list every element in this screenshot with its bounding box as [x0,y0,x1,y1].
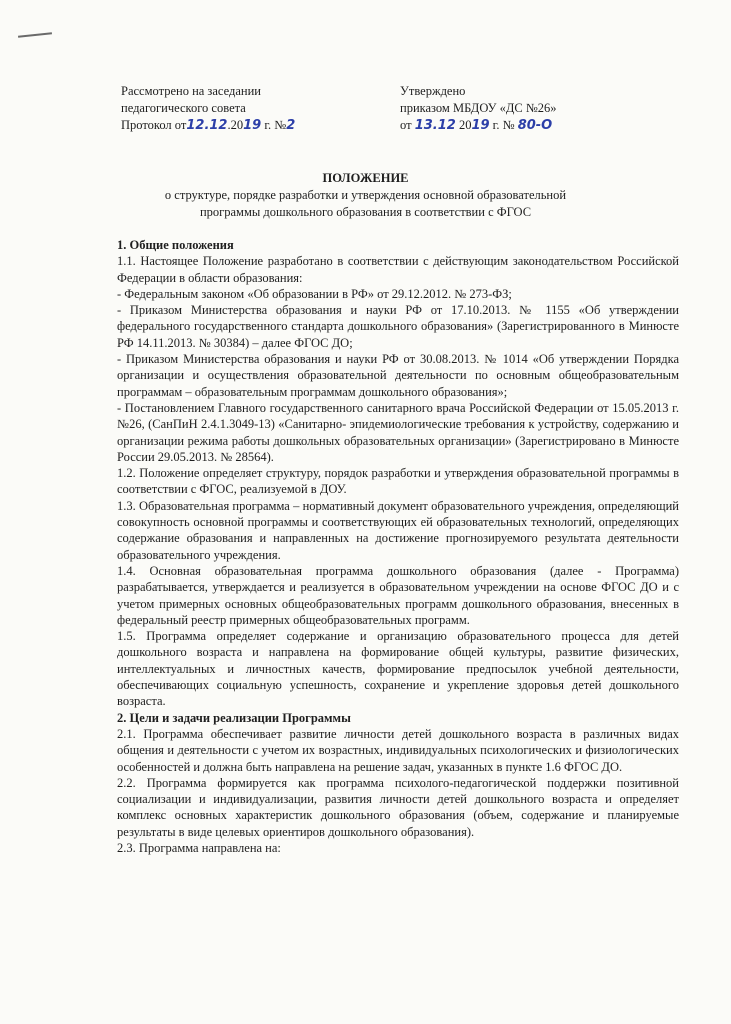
document-subtitle-line-1: о структуре, порядке разработки и утверждения основной образовательной [164,188,567,202]
protocol-num-prefix: г. № [261,118,287,132]
approval-order-block [400,83,557,134]
order-date-handwritten: 13.12 [414,118,456,133]
order-line-1: Утверждено [400,84,466,98]
paragraph: 1.2. Положение определяет структуру, порядок разработки и утверждения образовательной программы в соответствии с ФГОС, реализуемой в ДОУ. [117,466,679,497]
paragraph: 1.3. Образовательная программа – нормативный документ образовательного учреждения, определяющий совокупность основной программы и соответствующих ей образовательных технологий, определяющих содержание образования и направленных на достижение прогнозируемого результата деятельности образовательного учреждения. [117,498,679,562]
paragraph: - Постановлением Главного государственного санитарного врача Российской Федерации от 15.05.2013 г. №26, (СанПиН 2.4.1.3049-13) «Санитарно- эпидемиологические требования к устройству, содержанию и организации режима работы дошкольных образовательных организации» (Зарегистрировано в Минюсте России 29.05.2013. № 28564). [117,400,679,464]
order-date-line [400,117,557,134]
protocol-line [121,117,295,134]
document-body [117,237,679,856]
paragraph: 2.1. Программа обеспечивает развитие личности детей дошкольного возраста в различных видах общения и деятельности с учетом их возрастных, индивидуальных психологических и физиологических особенностей и должна быть направлена на решение задач, указанных в пункте 1.6 ФГОС ДО. [117,726,679,774]
protocol-day-handwritten: 12.12 [186,118,228,133]
order-year-prefix: 20 [455,118,472,132]
paragraph: - Приказом Министерства образования и науки РФ от 30.08.2013. № 1014 «Об утверждении Порядка организации и осуществления образовательной деятельности по основным общеобразовательным программам – образовательным программам дошкольного образования»; [117,352,679,399]
order-line-2: приказом МБДОУ «ДС №26» [400,101,557,115]
section-heading: 2. Цели и задачи реализации Программы [117,710,351,725]
protocol-year-handwritten: 19 [243,118,262,133]
order-from-prefix: от [400,118,412,132]
order-num-handwritten: 80-О [517,118,553,133]
council-line-2: педагогического совета [121,101,246,115]
document-subtitle-line-2: программы дошкольного образования в соответствии с ФГОС [199,205,532,219]
section-heading: 1. Общие положения [117,238,234,252]
pen-mark [18,32,52,38]
paragraph: - Приказом Министерства образования и науки РФ от 17.10.2013. № 1155 «Об утверждении федерального государственного стандарта дошкольного образования» (Зарегистрированного в Минюсте РФ 14.11.2013. № 30384) – далее ФГОС ДО; [117,303,679,350]
paragraph: 1.1. Настоящее Положение разработано в соответствии с действующим законодательством Российской Федерации в области образования: [117,254,679,285]
protocol-mid: .20 [227,118,244,132]
document-title: ПОЛОЖЕНИЕ [322,171,409,185]
paragraph: 1.5. Программа определяет содержание и организацию образовательного процесса для детей дошкольного возраста и направлена на формирование общей культуры, развитие физических, интеллектуальных и личностных качеств, формирование предпосылок учебной деятельности, обеспечивающих социальную успешность, сохранение и укрепление здоровья детей дошкольного возраста. [117,629,679,709]
council-line-1: Рассмотрено на заседании [121,84,261,98]
order-year-handwritten: 19 [471,118,490,133]
paragraph: 1.4. Основная образовательная программа дошкольного образования (далее - Программа) разрабатывается, утверждается и реализуется в образовательном учреждении на основе ФГОС ДО и с учетом примерных основных общеобразовательных программ дошкольного образования, внесенных в федеральный реестр примерных общеобразовательных программ. [117,563,679,627]
protocol-prefix: Протокол от [121,118,187,132]
protocol-num-handwritten: 2 [286,118,296,133]
approval-council-block [121,83,295,134]
document-title-block [0,170,731,221]
order-num-prefix: г. № [489,118,515,132]
paragraph: - Федеральным законом «Об образовании в РФ» от 29.12.2012. № 273-ФЗ; [117,286,512,301]
paragraph: 2.2. Программа формируется как программа психолого-педагогической поддержки позитивной социализации и индивидуализации, развития личности детей дошкольного возраста и определяет комплекс основных характеристик дошкольного образования (объем, содержание и планируемые результаты в виде целевых ориентиров дошкольного образования). [117,775,679,839]
paragraph: 2.3. Программа направлена на: [117,840,281,855]
